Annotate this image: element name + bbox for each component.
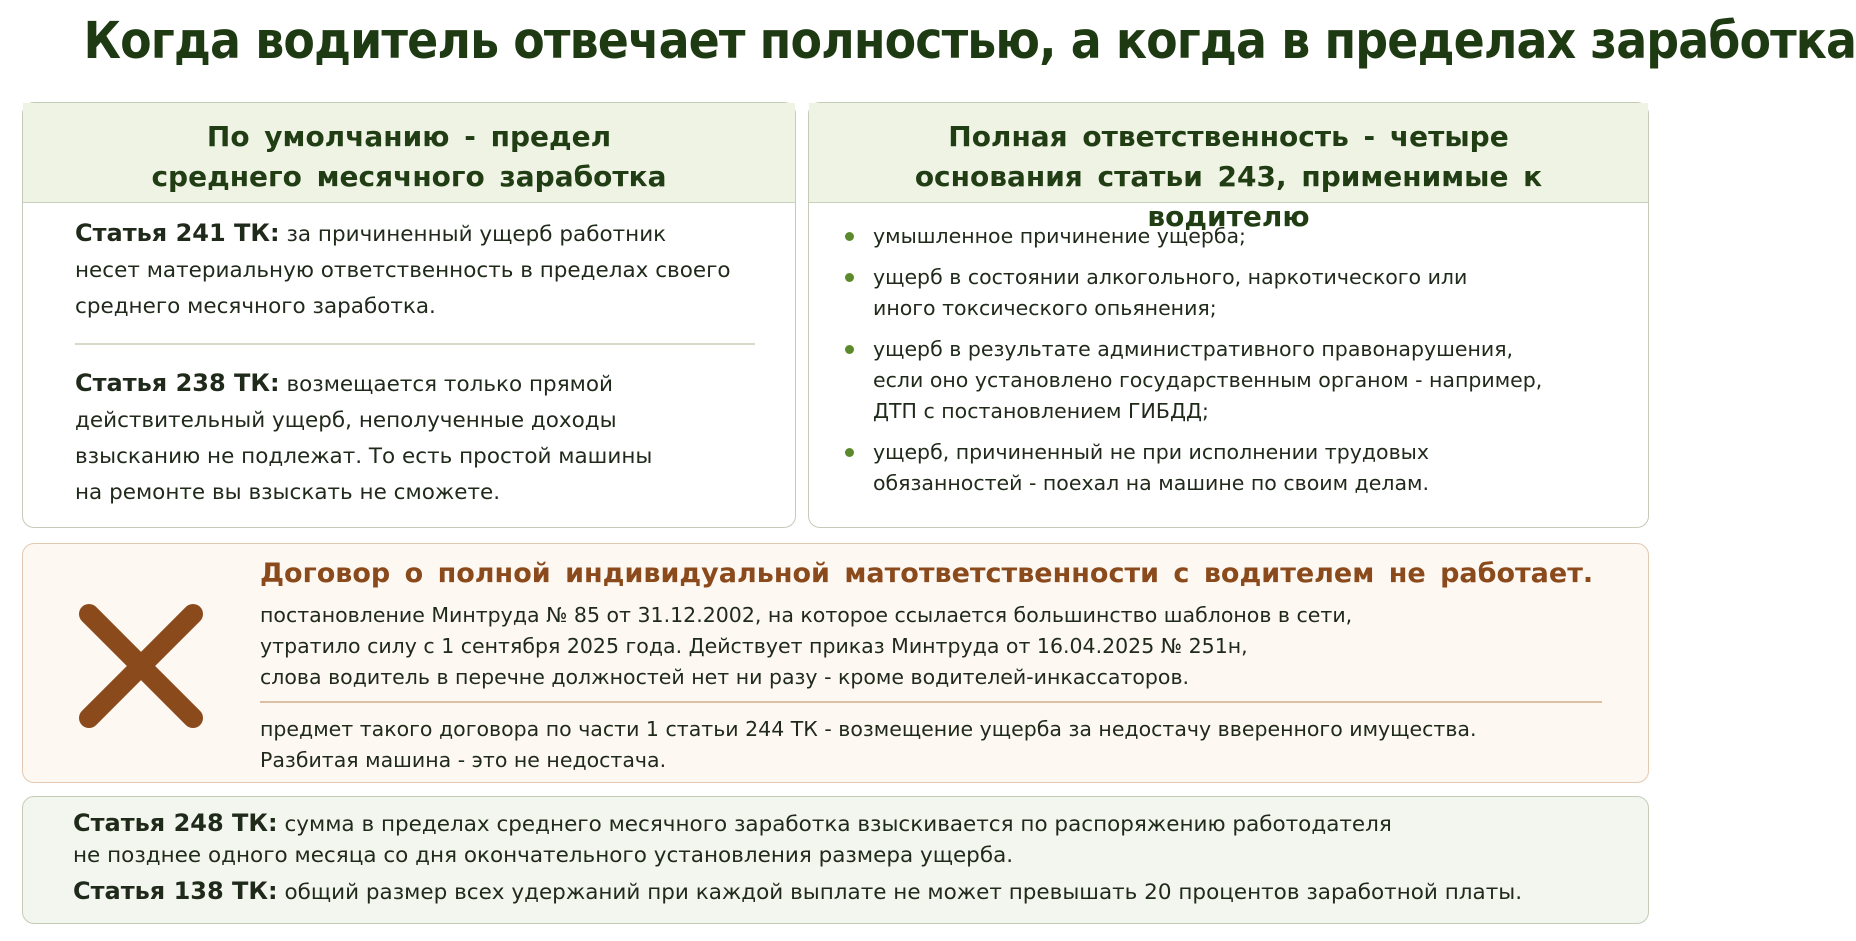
article-138-label: Статья 138 ТК: bbox=[73, 877, 278, 905]
default-liability-card bbox=[22, 102, 796, 528]
list-item: ущерб в результате административного правонарушения, если оно установлено государственным органом - например, ДТП с постановлением ГИБДД; bbox=[809, 334, 1589, 427]
article-241-label: Статья 241 ТК: bbox=[75, 219, 280, 247]
warning-card bbox=[22, 543, 1649, 783]
bullet-dot-icon bbox=[845, 273, 854, 282]
article-248-line-1 bbox=[73, 809, 1392, 837]
bullet-dot-icon bbox=[845, 232, 854, 241]
list-item: умышленное причинение ущерба; bbox=[809, 221, 1589, 252]
warning-line-1: постановление Минтруда № 85 от 31.12.2002, на которое ссылается большинство шаблонов в сети, bbox=[260, 603, 1353, 627]
article-138-text: общий размер всех удержаний при каждой выплате не может превышать 20 процентов заработной платы. bbox=[284, 880, 1523, 905]
list-item: ущерб, причиненный не при исполнении трудовых обязанностей - поехал на машине по своим делам. bbox=[809, 437, 1589, 499]
deduction-rules-card bbox=[22, 796, 1649, 924]
warning-line-4: предмет такого договора по части 1 статьи 244 ТК - возмещение ущерба за недостачу вверенного имущества. bbox=[260, 717, 1477, 741]
warning-heading: Договор о полной индивидуальной матответственности с водителем не работает. bbox=[260, 558, 1594, 589]
article-138-line bbox=[73, 877, 1522, 905]
bullet-dot-icon bbox=[845, 345, 854, 354]
article-248-text: сумма в пределах среднего месячного заработка взыскивается по распоряжению работодателя bbox=[284, 812, 1392, 837]
full-liability-card bbox=[808, 102, 1649, 528]
article-241-text: за причиненный ущерб работник несет материальную ответственность в пределах своего среднего месячного заработка. bbox=[75, 222, 731, 319]
warning-line-2: утратило силу с 1 сентября 2025 года. Действует приказ Минтруда от 16.04.2025 № 251н, bbox=[260, 634, 1248, 658]
full-liability-heading: Полная ответственность - четыре основания статьи 243, применимые к водителю bbox=[809, 103, 1648, 203]
cross-icon bbox=[71, 596, 211, 736]
warning-line-5: Разбитая машина - это не недостача. bbox=[260, 748, 667, 772]
article-238-text: возмещается только прямой действительный ущерб, неполученные доходы взысканию не подлежат. То есть простой машины на ремонте вы взыскать не сможете. bbox=[75, 372, 653, 505]
warning-line-3: слова водитель в перечне должностей нет ни разу - кроме водителей-инкассаторов. bbox=[260, 665, 1190, 689]
article-248-line-2: не позднее одного месяца со дня окончательного установления размера ущерба. bbox=[73, 843, 1014, 868]
bullet-dot-icon bbox=[845, 448, 854, 457]
warning-divider bbox=[260, 701, 1602, 703]
article-238-label: Статья 238 ТК: bbox=[75, 369, 280, 397]
article-238-paragraph bbox=[75, 365, 685, 511]
default-liability-heading: По умолчанию - предел среднего месячного заработка bbox=[23, 103, 795, 203]
article-241-paragraph bbox=[75, 215, 735, 325]
page-title: Когда водитель отвечает полностью, а когда в пределах заработка bbox=[83, 12, 1856, 71]
list-item: ущерб в состоянии алкогольного, наркотического или иного токсического опьянения; bbox=[809, 262, 1589, 324]
article-248-label: Статья 248 ТК: bbox=[73, 809, 278, 837]
left-card-divider bbox=[75, 343, 755, 345]
